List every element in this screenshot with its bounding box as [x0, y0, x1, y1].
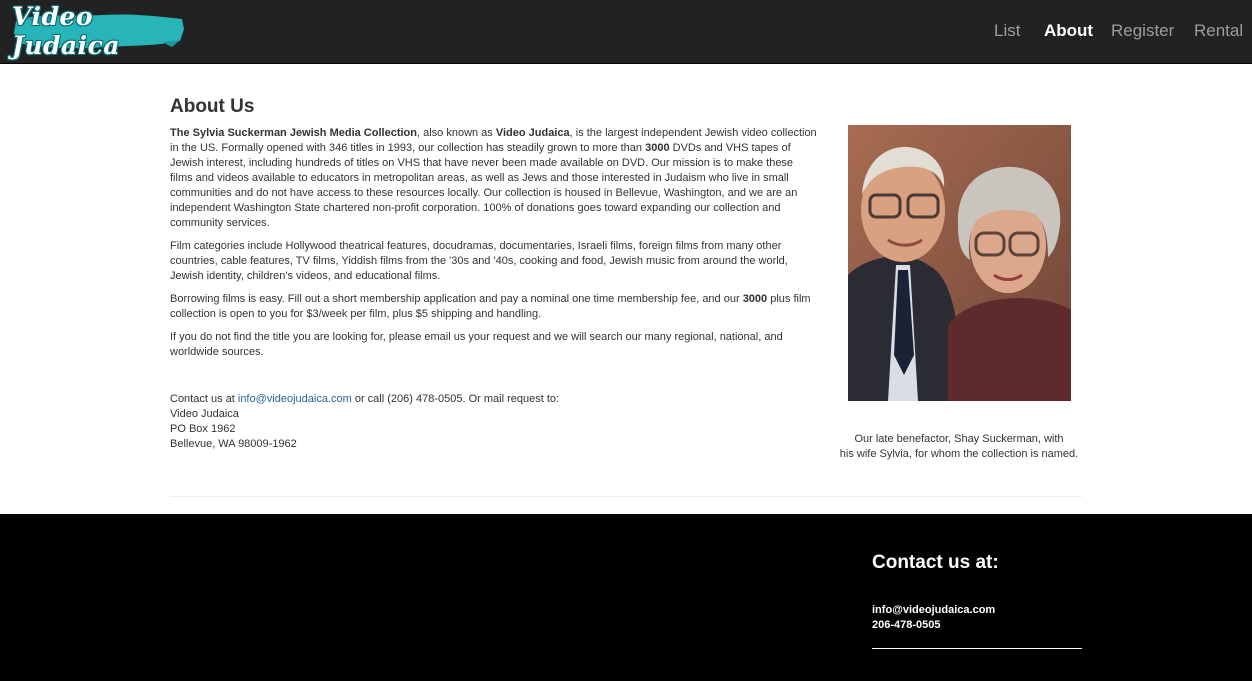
text-run: DVDs and VHS tapes of Jewish interest, including hundreds of titles on VHS that have never been made available on DVD. Our mission is to make these films and videos available to educators in metropolitan areas, as well as Jews and those interested in Judaism who live in small communities and do not have access to these resources locally. Our collection is housed in Bellevue, Washington, and we are an independent Washington State chartered non-profit corporation. 100% of donations goes toward expanding our collection and community services.: [170, 142, 798, 229]
text-run: , also known as: [416, 127, 496, 139]
footer-rule: [872, 648, 1082, 649]
about-paragraph-categories: Film categories include Hollywood theatrical features, docudramas, documentaries, Israeli films, foreign films from many other countries, cable features, TV films, Yiddish films from the '30s and '40s, cooking and food, Jewish music from around the world, Jewish identity, children's videos, and educational films.: [170, 240, 788, 282]
page-title: About Us: [170, 96, 255, 117]
footer: [0, 514, 1252, 681]
about-content: [170, 126, 818, 368]
caption-line-1: Our late benefactor, Shay Suckerman, with: [854, 433, 1064, 445]
nav-list[interactable]: List: [994, 21, 1021, 40]
about-paragraph-intro: [170, 126, 818, 231]
text-run: or call (206) 478-0505. Or mail request to:: [351, 393, 560, 405]
text-run: Borrowing films is easy. Fill out a short membership application and pay a nominal one time membership fee, and our: [170, 293, 743, 305]
section-divider: [170, 496, 1082, 497]
collection-name: The Sylvia Suckerman Jewish Media Collection: [170, 127, 417, 139]
footer-email-link[interactable]: info@videojudaica.com: [872, 604, 996, 616]
top-navbar: [0, 0, 1252, 64]
contact-line: [170, 392, 818, 407]
text-run: , is the largest independent Jewish video collection in the US. Formally opened with 346 titles in 1993, our collection has steadily grown to more than: [170, 127, 817, 154]
text-run: plus film collection is open to you for $3/week per film, plus $5 shipping and handling.: [170, 293, 811, 320]
benefactor-photo: [848, 125, 1071, 401]
portrait-illustration: [848, 125, 1071, 401]
contact-block: [170, 392, 818, 452]
title-count: 3000: [742, 293, 768, 305]
footer-title: Contact us at:: [872, 552, 999, 573]
logo-text: Video Judaica: [12, 2, 121, 60]
nav-about[interactable]: About: [1044, 21, 1094, 40]
photo-caption: [829, 432, 1089, 462]
alias-name: Video Judaica: [495, 127, 570, 139]
address-line-3: Bellevue, WA 98009-1962: [170, 438, 297, 450]
caption-line-2: his wife Sylvia, for whom the collection is named.: [839, 448, 1079, 460]
footer-phone: 206-478-0505: [872, 619, 941, 631]
about-paragraph-borrowing: [170, 292, 818, 322]
contact-email-link[interactable]: info@videojudaica.com: [237, 393, 352, 405]
address-line-2: PO Box 1962: [170, 423, 236, 435]
brand-logo[interactable]: [12, 2, 186, 60]
about-paragraph-requests: If you do not find the title you are looking for, please email us your request and we will search our many regional, national, and worldwide sources.: [170, 331, 783, 358]
title-count: 3000: [645, 142, 670, 154]
text-run: Contact us at: [170, 393, 238, 405]
nav-rental[interactable]: Rental: [1194, 21, 1244, 40]
nav-register[interactable]: Register: [1111, 21, 1175, 40]
address-line-1: Video Judaica: [170, 408, 239, 420]
